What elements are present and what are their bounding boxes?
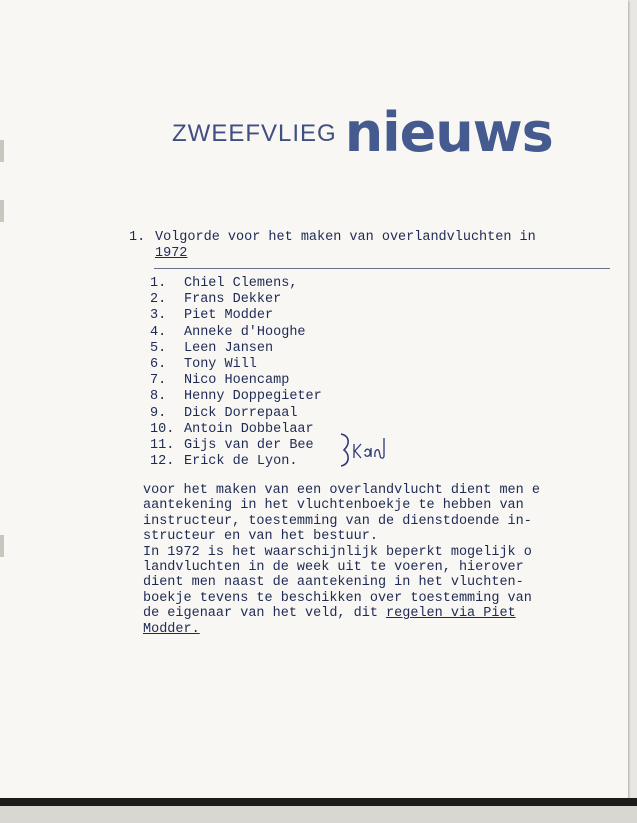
pilot-order-list (150, 276, 322, 470)
paragraph-line-underlined (143, 606, 613, 621)
list-item-number: 10. (150, 421, 175, 437)
heading-rule (154, 268, 610, 269)
list-item-name: Erick de Lyon. (184, 454, 298, 470)
list-item-number: 11. (150, 437, 175, 453)
section-number: 1. (129, 230, 146, 245)
list-item-name: Dick Dorrepaal (184, 405, 298, 421)
list-item (150, 389, 322, 405)
list-item-name: Gijs van der Bee (184, 437, 314, 453)
list-item-name: Nico Hoencamp (184, 373, 290, 389)
paragraph-line: structeur en van het bestuur. (143, 529, 378, 545)
list-item-number: 4. (150, 324, 167, 340)
list-item (150, 406, 322, 422)
body-paragraph (143, 483, 613, 637)
paragraph-line: aantekening in het vluchtenboekje te hebben van (143, 498, 524, 514)
section-heading (129, 230, 609, 262)
list-item (150, 308, 322, 324)
list-item-name: Piet Modder (184, 308, 274, 324)
paragraph-underlined-text: regelen via Piet (386, 606, 516, 622)
binding-mark (0, 140, 4, 162)
list-item (150, 341, 322, 357)
paragraph-line-underlined (143, 622, 613, 637)
paragraph-line: landvluchten in de week uit te voeren, hierover (143, 559, 524, 575)
section-title-line1: Volgorde voor het maken van overlandvluchten in (155, 230, 536, 245)
masthead-small-text: ZWEEFVLIEG (172, 120, 337, 147)
paragraph-line: boekje tevens te beschikken over toestemming van (143, 590, 532, 606)
list-item-number: 8. (150, 389, 167, 405)
paragraph-text: de eigenaar van het veld, dit (143, 606, 387, 622)
list-item-name: Chiel Clemens, (184, 276, 298, 291)
masthead-big-text: nieuws (344, 101, 553, 164)
list-item-number: 7. (150, 373, 167, 389)
list-item-number: 9. (150, 405, 167, 421)
list-item (150, 276, 322, 292)
binding-mark (0, 200, 4, 222)
list-item-name: Frans Dekker (184, 292, 282, 308)
binding-mark (0, 535, 4, 557)
list-item-name: Tony Will (184, 356, 257, 372)
paragraph-line: In 1972 is het waarschijnlijk beperkt mogelijk o (143, 544, 532, 560)
list-item-number: 12. (150, 454, 175, 470)
list-item (150, 325, 322, 341)
paragraph-underlined-text: Modder. (143, 621, 200, 637)
list-item (150, 357, 322, 373)
list-item-name: Antoin Dobbelaar (184, 421, 314, 437)
next-page-edge (0, 806, 637, 823)
list-item-number: 6. (150, 356, 167, 372)
list-item (150, 454, 322, 470)
masthead (172, 100, 592, 164)
list-item (150, 422, 322, 438)
list-item-name: Henny Doppegieter (184, 389, 322, 405)
handwritten-annotation (338, 430, 388, 470)
list-item-number: 2. (150, 292, 167, 308)
list-item (150, 292, 322, 308)
list-item-name: Leen Jansen (184, 340, 274, 356)
paragraph-line: voor het maken van een overlandvlucht dient men e (143, 483, 540, 498)
list-item (150, 373, 322, 389)
section-title-line2: 1972 (155, 246, 188, 261)
list-item (150, 438, 322, 454)
list-item-name: Anneke d'Hooghe (184, 324, 306, 340)
list-item-number: 5. (150, 340, 167, 356)
paragraph-line: dient men naast de aantekening in het vluchten- (143, 575, 524, 591)
list-item-number: 1. (150, 276, 167, 291)
paragraph-line: instructeur, toestemming van de dienstdoende in- (143, 513, 532, 529)
list-item-number: 3. (150, 308, 167, 324)
